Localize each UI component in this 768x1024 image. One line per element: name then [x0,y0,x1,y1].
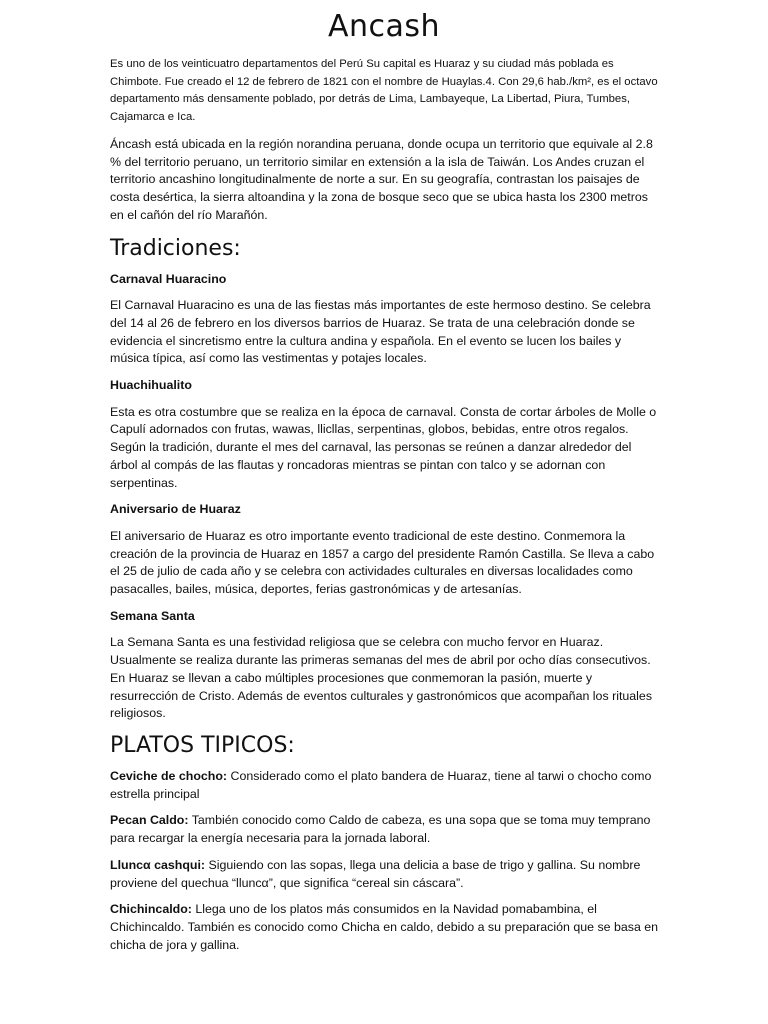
traditions-heading: Tradiciones: [110,235,241,261]
geography-paragraph: Áncash está ubicada en la región norandina peruana, donde ocupa un territorio que equivale al 2.8 % del territorio peruano, un territorio similar en extensión a la isla de Taiwán. Los Andes cruzan el territorio ancashino longitudinalmente de norte a sur. En su geografía, contrastan los paisajes de costa desértica, la sierra altoandina y la zona de bosque seco que se ubica hasta los 2300 metros en el cañón del río Marañón. [110,137,653,222]
tradition-title: Huachihualito [110,378,192,393]
dish-name: Lluncα cashqui: [110,857,206,872]
page-title: Ancash [327,9,441,44]
dish-name: Pecan Caldo: [110,813,189,828]
dish-entry [110,857,662,892]
tradition-title: Aniversario de Huaraz [110,502,241,517]
intro-paragraph: Es uno de los veinticuatro departamentos del Perú Su capital es Huaraz y su ciudad más poblada es Chimbote. Fue creado el 12 de febrero de 1821 con el nombre de Huaylas.4. Con 29,6 hab./km², es el octavo departamento más densamente poblado, por detrás de Lima, Lambayeque, La Libertad, Piura, Tumbes, Cajamarca e Ica. [110,58,658,123]
dish-description: Llega uno de los platos más consumidos en la Navidad pomabambina, el Chichincaldo. También es conocido como Chicha en caldo, debido a su preparación que se basa en chicha de jora y gallina. [110,902,659,952]
tradition-text: El aniversario de Huaraz es otro importante evento tradicional de este destino. Conmemora la creación de la provincia de Huaraz en 1857 a cargo del presidente Ramón Castilla. Se lleva a cabo el 25 de julio de cada año y se celebra con actividades culturales en diversas localidades como pasacalles, bailes, música, deportes, ferias gastronómicas y de artesanías. [110,528,655,597]
dish-description: Siguiendo con las sopas, llega una delicia a base de trigo y gallina. Su nombre proviene del quechua “lluncα”, que significa “cereal sin cáscara”. [110,857,641,890]
dishes-heading: PLATOS TIPICOS: [110,732,295,758]
dish-entry [110,812,662,847]
tradition-text: Esta es otra costumbre que se realiza en la época de carnaval. Consta de cortar árboles de Molle o Capulí adornados con frutas, wawas, llicllas, serpentinas, globos, bebidas, entre otros regalos. Según la tradición, durante el mes del carnaval, las personas se reúnen a danzar alrededor del árbol al compás de las flautas y roncadoras mientras se pintan con talco y se adornan con serpentinas. [110,404,657,490]
dish-entry [110,901,662,954]
dish-entry [110,768,662,803]
dish-name: Chichincaldo: [110,902,192,917]
tradition-text: El Carnaval Huaracino es una de las fiestas más importantes de este hermoso destino. Se celebra del 14 al 26 de febrero en los diversos barrios de Huaraz. Se trata de una celebración donde se evidencia el sincretismo entre la cultura andina y española. En el evento se lucen los bailes y música típica, así como las vestimentas y potajes locales. [110,298,651,366]
dish-description: Considerado como el plato bandera de Huaraz, tiene al tarwi o chocho como estrella principal [110,768,652,801]
document-page [110,0,662,954]
tradition-title: Semana Santa [110,608,195,623]
dish-name: Ceviche de chocho: [110,768,228,783]
tradition-title: Carnaval Huaracino [110,271,227,286]
dish-description: También conocido como Caldo de cabeza, es una sopa que se toma muy temprano para recargar la energía necesaria para la jornada laboral. [110,813,651,846]
tradition-text: La Semana Santa es una festividad religiosa que se celebra con mucho fervor en Huaraz. Usualmente se realiza durante las primeras semanas del mes de abril por ocho días consecutivos. En Huaraz se llevan a cabo múltiples procesiones que conmemoran la pasión, muerte y resurrección de Cristo. Además de eventos culturales y gastronómicos que acompañan los rituales religiosos. [110,635,653,721]
